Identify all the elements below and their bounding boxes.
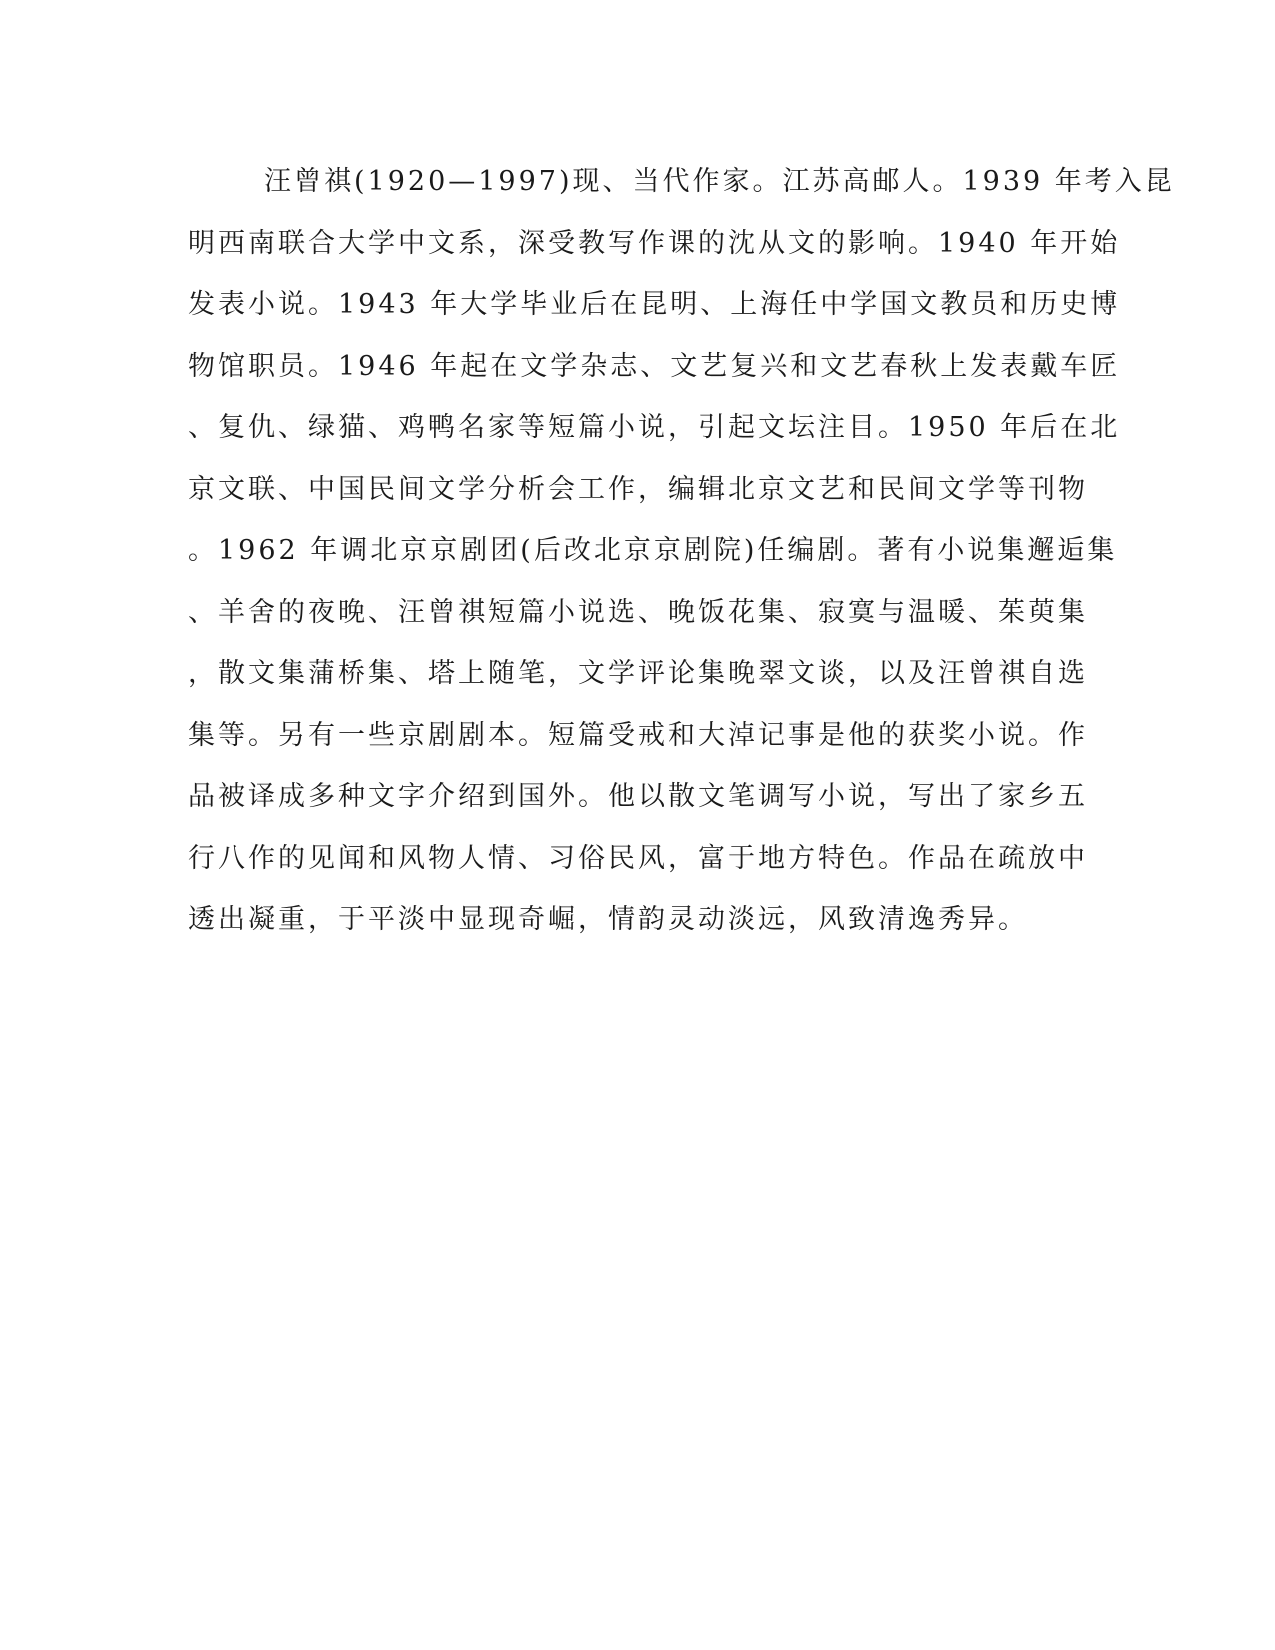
paragraph-line: 行八作的见闻和风物人情、习俗民风，富于地方特色。作品在疏放中 [188,842,1088,874]
paragraph-line: 品被译成多种文字介绍到国外。他以散文笔调写小说，写出了家乡五 [188,781,1088,812]
paragraph-line: 透出凝重，于平淡中显现奇崛，情韵灵动淡远，风致清逸秀异。 [188,904,1028,935]
paragraph-line: 京文联、中国民间文学分析会工作，编辑北京文艺和民间文学等刊物 [188,473,1088,505]
biography-paragraph [188,162,1175,962]
paragraph-line: 明西南联合大学中文系，深受教写作课的沈从文的影响。1940 年开始 [188,227,1121,259]
paragraph-line: 集等。另有一些京剧剧本。短篇受戒和大淖记事是他的获奖小说。作 [188,719,1088,751]
paragraph-line: 、羊舍的夜晚、汪曾祺短篇小说选、晚饭花集、寂寞与温暖、茱萸集 [188,596,1088,628]
paragraph-line: 、复仇、绿猫、鸡鸭名家等短篇小说，引起文坛注目。1950 年后在北 [188,412,1121,443]
paragraph-line: 发表小说。1943 年大学毕业后在昆明、上海任中学国文教员和历史博 [188,289,1121,320]
paragraph-line: ，散文集蒲桥集、塔上随笔，文学评论集晚翠文谈，以及汪曾祺自选 [188,658,1088,689]
paragraph-line: 物馆职员。1946 年起在文学杂志、文艺复兴和文艺春秋上发表戴车匠 [188,350,1121,382]
paragraph-line: 汪曾祺(1920—1997)现、当代作家。江苏高邮人。1939 年考入昆 [264,166,1175,197]
paragraph-line: 。1962 年调北京京剧团(后改北京京剧院)任编剧。著有小说集邂逅集 [188,535,1118,566]
